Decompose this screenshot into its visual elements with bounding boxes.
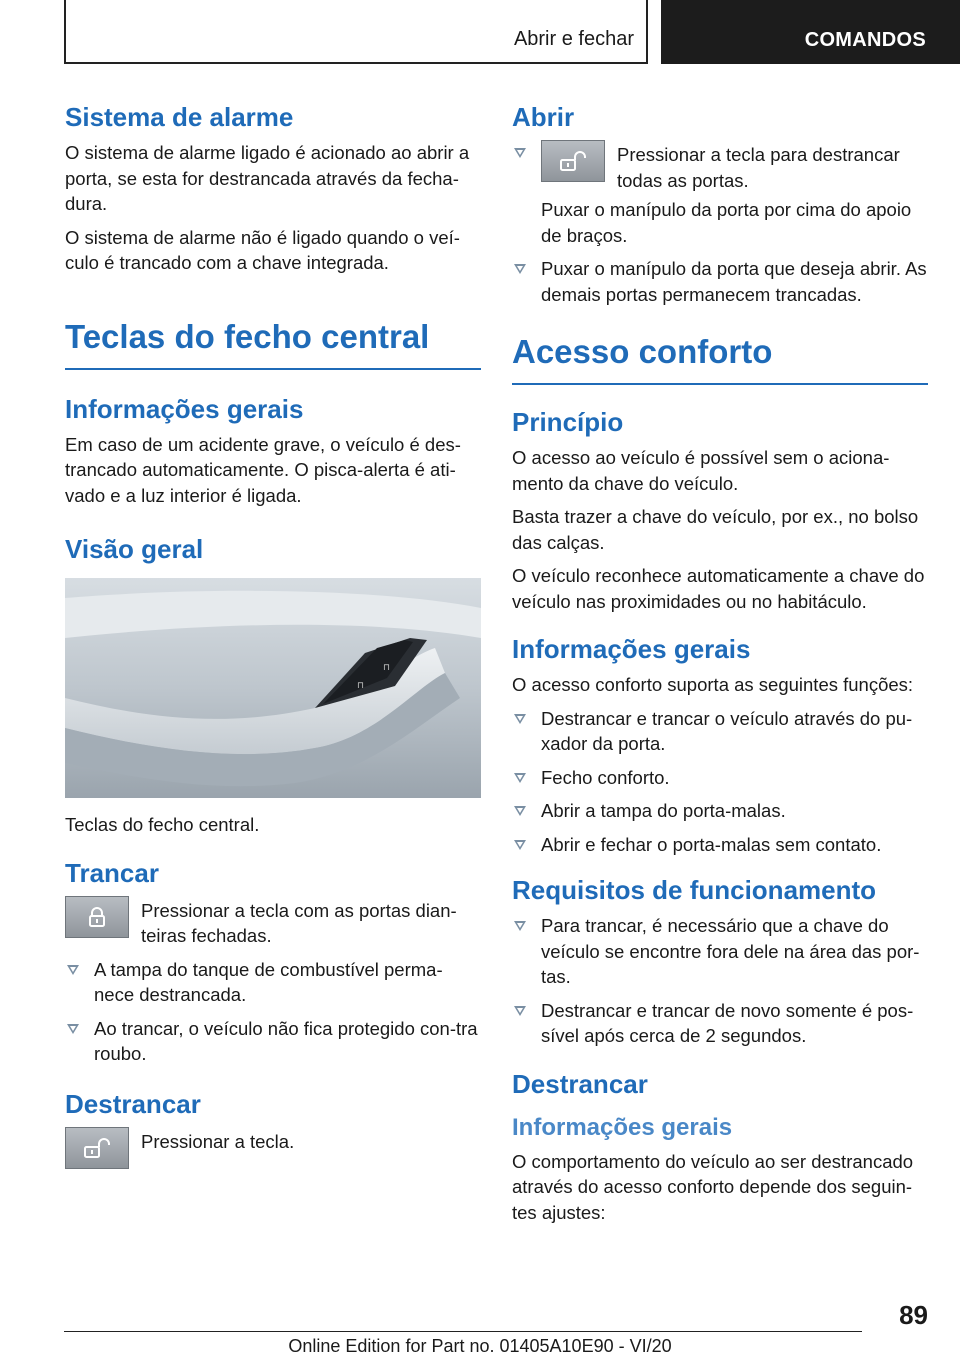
list-item: Ao trancar, o veículo não fica protegido con-tra roubo. [65, 1016, 481, 1067]
list-item: Fecho conforto. [512, 765, 928, 791]
list-item: A tampa do tanque de combustível perma-nece destrancada. [65, 957, 481, 1008]
header-section-title: Abrir e fechar [513, 28, 634, 50]
triangle-bullet-icon [514, 148, 526, 158]
triangle-bullet-icon [514, 921, 526, 931]
open-heading: Abrir [512, 102, 575, 132]
alarm-paragraph-2: O sistema de alarme não é ligado quando o veí-culo é trancado com a chave integrada. [65, 226, 460, 273]
open-key-button [541, 140, 605, 182]
header-chapter-tab [661, 0, 960, 64]
open-sub-text: Puxar o manípulo da porta por cima do apoio de braços. [541, 199, 912, 246]
triangle-bullet-icon [514, 773, 526, 783]
footer-divider [64, 1331, 862, 1332]
triangle-bullet-icon [514, 1006, 526, 1016]
header-chapter-title: COMANDOS [804, 29, 926, 51]
list-item: Puxar o manípulo da porta que deseja abrir. As demais portas permanecem trancadas. [512, 256, 928, 307]
principle-paragraph-3: O veículo reconhece automaticamente a chave do veículo nas proximidades ou no habitáculo. [512, 565, 925, 612]
principle-paragraph-2: Basta trazer a chave do veículo, por ex., no bolso das calças. [512, 506, 919, 553]
open-steps-list [512, 140, 928, 307]
overview-heading: Visão geral [65, 534, 204, 564]
overview-caption: Teclas do fecho central. [65, 814, 260, 835]
requirements-heading: Requisitos de funcionamento [512, 875, 877, 905]
comfort-unlock-info-text: O comportamento do veículo ao ser destrancado através do acesso conforto depende dos seguin-tes ajustes: [512, 1150, 914, 1223]
list-item: Destrancar e trancar de novo somente é pos-sível após cerca de 2 segundos. [512, 998, 928, 1049]
footer-edition: Online Edition for Part no. 01405A10E90 - VI/20 [288, 1336, 672, 1356]
list-item [512, 140, 928, 248]
padlock-open-icon [83, 1137, 111, 1159]
requirements-list [512, 913, 928, 1049]
page-number: 89 [899, 1300, 928, 1330]
svg-text:⊓: ⊓ [383, 663, 391, 673]
comfort-info-text: O acesso conforto suporta as seguintes funções: [512, 674, 914, 695]
unlock-key-button [65, 1127, 129, 1169]
triangle-bullet-icon [67, 1024, 79, 1034]
padlock-closed-icon [86, 906, 108, 928]
principle-heading: Princípio [512, 407, 624, 437]
principle-paragraph-1: O acesso ao veículo é possível sem o aciona-mento da chave do veículo. [512, 447, 890, 494]
left-column [65, 100, 481, 1177]
central-info-text: Em caso de um acidente grave, o veículo é des-trancado automaticamente. O pisca-alerta é ati-vado e a luz interior é ligada. [65, 433, 461, 506]
right-column [512, 100, 928, 1233]
comfort-access-heading: Acesso conforto [512, 329, 928, 385]
comfort-info-heading: Informações gerais [512, 634, 751, 664]
comfort-functions-list [512, 706, 928, 858]
lock-key-text: Pressionar a tecla com as portas dian-teiras fechadas. [141, 899, 457, 946]
central-info-heading: Informações gerais [65, 393, 304, 424]
triangle-bullet-icon [514, 806, 526, 816]
alarm-paragraph-1: O sistema de alarme ligado é acionado ao abrir a porta, se esta for destrancada através da fecha-dura. [65, 142, 470, 214]
svg-text:⊓: ⊓ [357, 681, 365, 691]
unlock-key-text: Pressionar a tecla. [141, 1130, 295, 1152]
triangle-bullet-icon [514, 264, 526, 274]
lock-key-button [65, 896, 129, 938]
lock-notes-list [65, 957, 481, 1067]
open-key-text: Pressionar a tecla para destrancar todas as portas. [617, 144, 900, 191]
header-section-tab [64, 0, 648, 64]
list-item: Destrancar e trancar o veículo através do pu-xador da porta. [512, 706, 928, 757]
list-item: Para trancar, é necessário que a chave do veículo se encontre fora dele na área das por-tas. [512, 913, 928, 990]
triangle-bullet-icon [67, 965, 79, 975]
comfort-unlock-info-heading: Informações gerais [512, 1113, 733, 1141]
unlock-key-row [65, 1127, 481, 1169]
door-handle-photo [65, 578, 481, 798]
triangle-bullet-icon [514, 840, 526, 850]
alarm-heading: Sistema de alarme [65, 102, 294, 132]
central-locking-heading: Teclas do fecho central [65, 314, 481, 370]
list-item: Abrir a tampa do porta-malas. [512, 798, 928, 824]
unlock-heading: Destrancar [65, 1088, 201, 1119]
list-item: Abrir e fechar o porta-malas sem contato. [512, 832, 928, 858]
lock-heading: Trancar [65, 857, 159, 888]
padlock-open-icon [559, 150, 587, 172]
lock-key-row [65, 896, 481, 949]
comfort-unlock-heading: Destrancar [512, 1068, 648, 1099]
triangle-bullet-icon [514, 714, 526, 724]
